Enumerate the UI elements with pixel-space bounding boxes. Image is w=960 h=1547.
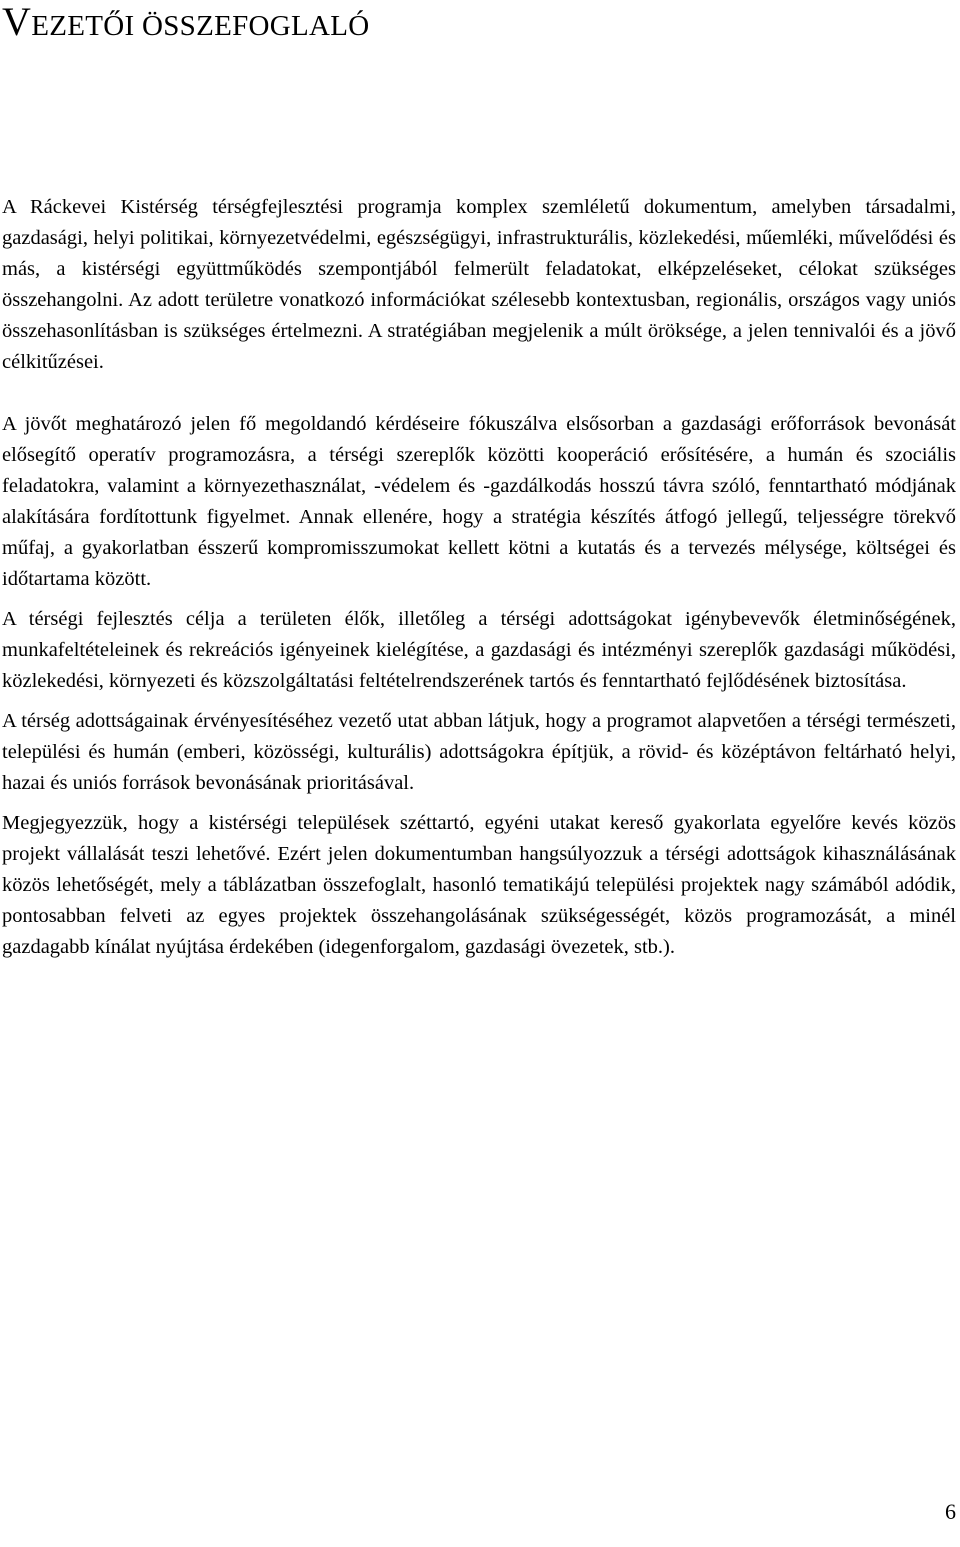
page-title xyxy=(2,2,370,46)
body-text xyxy=(2,192,956,963)
title-first-letter: V xyxy=(2,0,32,44)
paragraph-intro: A Ráckevei Kistérség térségfejlesztési programja komplex szemléletű dokumentum, amelyben társadalmi, gazdasági, helyi politikai, környezetvédelmi, egészségügyi, infrastrukturális, közlekedési, műemléki, művelődési és más, a kistérségi együttműködés szempontjából felmerült feladatokat, elképzeléseket, célokat szükséges összehangolni. Az adott területre vonatkozó információkat szélesebb kontextusban, regionális, országos vagy uniós összehasonlításban is szükséges értelmezni. A stratégiában megjelenik a múlt öröksége, a jelen tennivalói és a jövő célkitűzései. xyxy=(2,196,956,373)
paragraph-remark: Megjegyezzük, hogy a kistérségi települések széttartó, egyéni utakat kereső gyakorlata egyelőre kevés közös projekt vállalását teszi lehetővé. Ezért jelen dokumentumban hangsúlyozzuk a térségi adottságok kihasználásának közös lehetőségét, mely a táblázatban összefoglalt, hasonló tematikájú települési projektek nagy számából adódik, pontosabban felveti az egyes projektek összehangolásának szükségességét, közös programozását, a minél gazdagabb kínálat nyújtása érdekében (idegenforgalom, gazdasági övezetek, stb.). xyxy=(2,812,956,958)
page-number: 6 xyxy=(945,1499,956,1524)
paragraph-goal: A térségi fejlesztés célja a területen élők, illetőleg a térségi adottságokat igénybevevők életminőségének, munkafeltételeinek és rekreációs igényeinek kielégítése, a gazdasági és intézményi szereplők gazdasági működési, közlekedési, környezeti és közszolgáltatási feltételrendszerének tartós és fenntartható fejlődésének biztosítása. xyxy=(2,608,956,692)
paragraph-focus: A jövőt meghatározó jelen fő megoldandó kérdéseire fókuszálva elsősorban a gazdasági erőforrások bevonását elősegítő operatív programozásra, a térségi szereplők közötti kooperáció erősítésére, a humán és szociális feladatokra, valamint a környezethasználat, -védelem és -gazdálkodás hosszú távra szóló, fenntartható módjának alakítására fordítottunk figyelmet. Annak ellenére, hogy a stratégia készítés átfogó jellegű, teljességre törekvő műfaj, a gyakorlatban ésszerű kompromisszumokat kellett kötni a kutatás és a tervezés mélysége, költségei és időtartama között. xyxy=(2,413,956,590)
paragraph-approach: A térség adottságainak érvényesítéséhez vezető utat abban látjuk, hogy a programot alapvetően a térségi természeti, települési és humán (emberi, közösségi, kulturális) adottságokra építjük, a rövid- és középtávon feltárható helyi, hazai és uniós források bevonásának prioritásával. xyxy=(2,710,956,794)
title-rest: EZETŐI ÖSSZEFOGLALÓ xyxy=(31,10,370,42)
